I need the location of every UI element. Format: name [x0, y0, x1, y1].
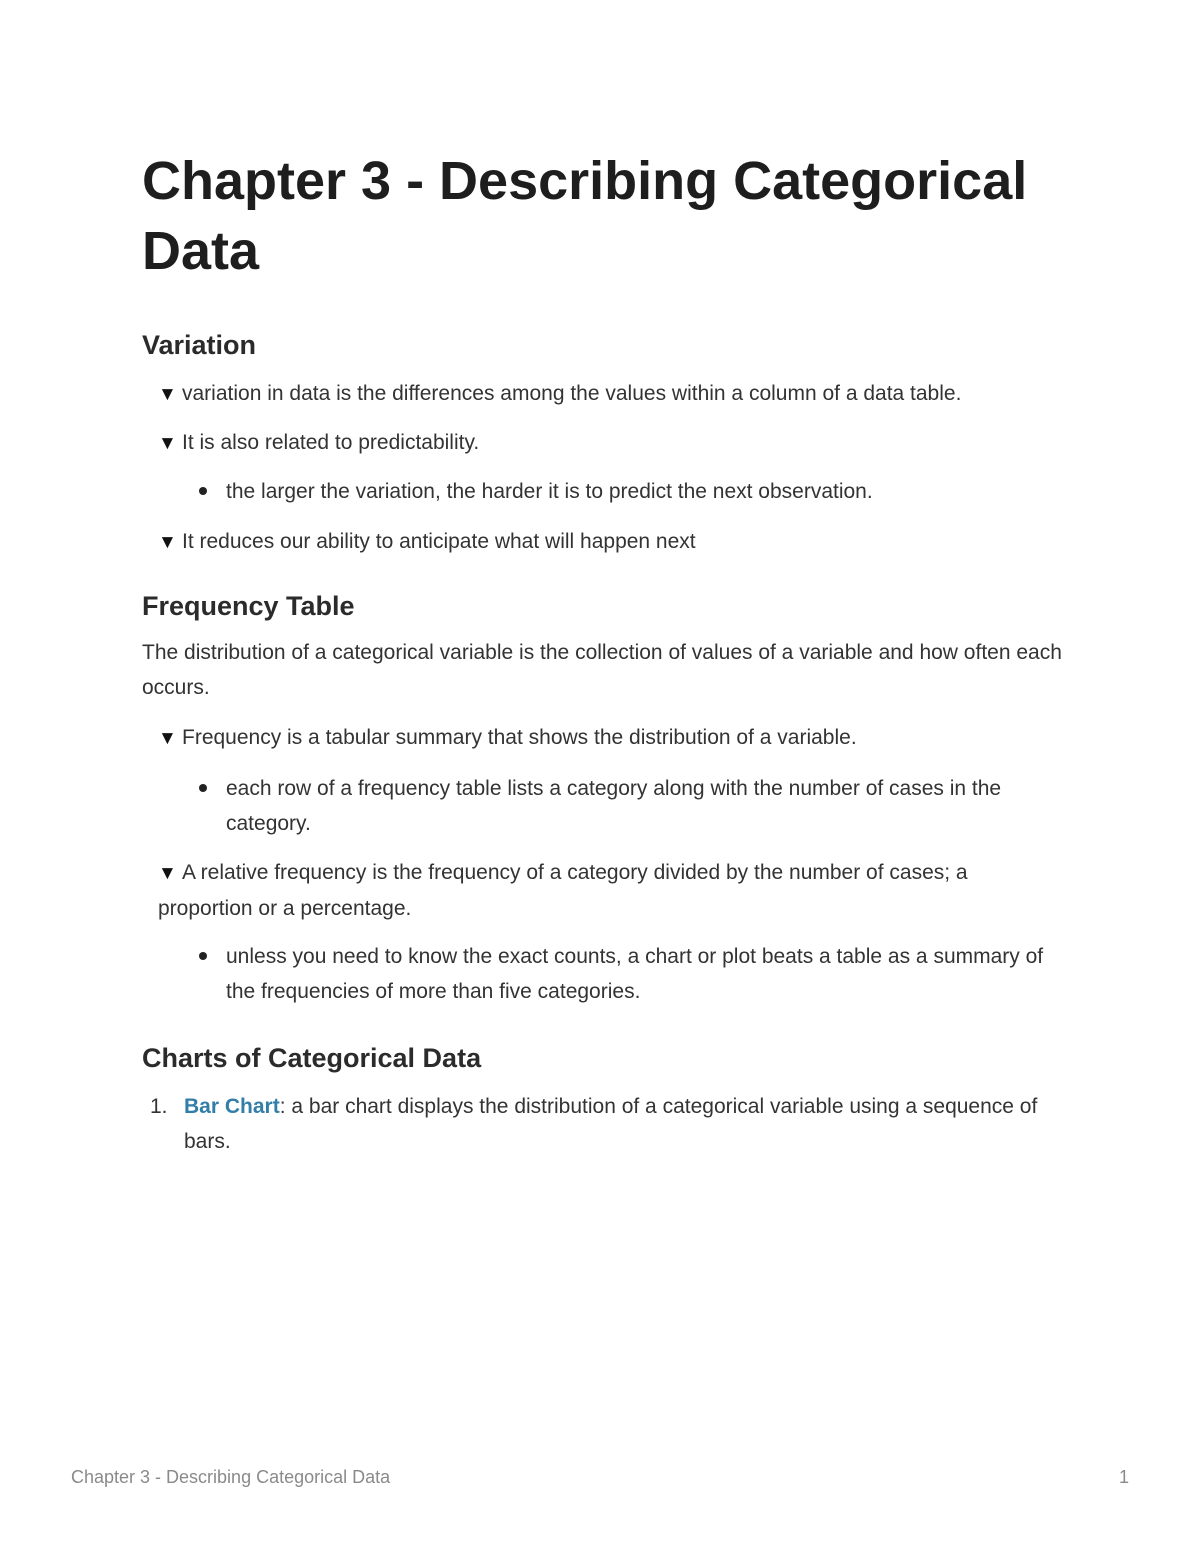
- footer-page-number: 1: [1118, 1467, 1129, 1487]
- bullet-dot-icon: [199, 487, 207, 495]
- toggle-arrow-icon[interactable]: ▼: [158, 532, 177, 553]
- term-definition: : a bar chart displays the distribution of a categorical variable using a sequence of bars.: [184, 1095, 1038, 1153]
- list-item-text: the larger the variation, the harder it is to predict the next observation.: [226, 480, 873, 503]
- toggle-arrow-icon[interactable]: ▼: [158, 863, 177, 884]
- toggle-text: Frequency is a tabular summary that shows the distribution of a variable.: [182, 726, 857, 749]
- toggle-item[interactable]: [158, 855, 1058, 926]
- list-item-text: unless you need to know the exact counts, a chart or plot beats a table as a summary of the frequencies of more than five categories.: [226, 945, 1044, 1003]
- toggle-item[interactable]: [158, 425, 1058, 461]
- term-bar-chart: Bar Chart: [184, 1095, 280, 1118]
- toggle-arrow-icon[interactable]: ▼: [158, 433, 177, 454]
- heading-charts: Charts of Categorical Data: [142, 1043, 482, 1073]
- toggle-text: variation in data is the differences among the values within a column of a data table.: [182, 382, 962, 405]
- list-item: [226, 939, 1066, 1009]
- list-item: [226, 474, 1066, 509]
- toggle-text: A relative frequency is the frequency of a category divided by the number of cases; a proportion or a percentage.: [158, 861, 968, 920]
- heading-variation: Variation: [142, 330, 257, 360]
- list-item: [226, 771, 1066, 841]
- bullet-dot-icon: [199, 784, 207, 792]
- toggle-item[interactable]: [158, 524, 1058, 560]
- toggle-item[interactable]: [158, 720, 1058, 756]
- item-number: 1.: [150, 1095, 168, 1118]
- toggle-text: It is also related to predictability.: [182, 431, 480, 454]
- toggle-item[interactable]: [158, 376, 1058, 412]
- paragraph-distribution: The distribution of a categorical variable is the collection of values of a variable and how often each occurs.: [142, 641, 1062, 699]
- list-item-text: each row of a frequency table lists a category along with the number of cases in the category.: [226, 777, 1002, 835]
- footer-title: Chapter 3 - Describing Categorical Data: [71, 1467, 391, 1487]
- toggle-arrow-icon[interactable]: ▼: [158, 728, 177, 749]
- heading-frequency-table: Frequency Table: [142, 591, 355, 621]
- numbered-item: [150, 1089, 1044, 1159]
- bullet-dot-icon: [199, 952, 207, 960]
- toggle-arrow-icon[interactable]: ▼: [158, 384, 177, 405]
- toggle-text: It reduces our ability to anticipate what will happen next: [182, 530, 696, 553]
- page-title: Chapter 3 - Describing Categorical Data: [142, 151, 1028, 281]
